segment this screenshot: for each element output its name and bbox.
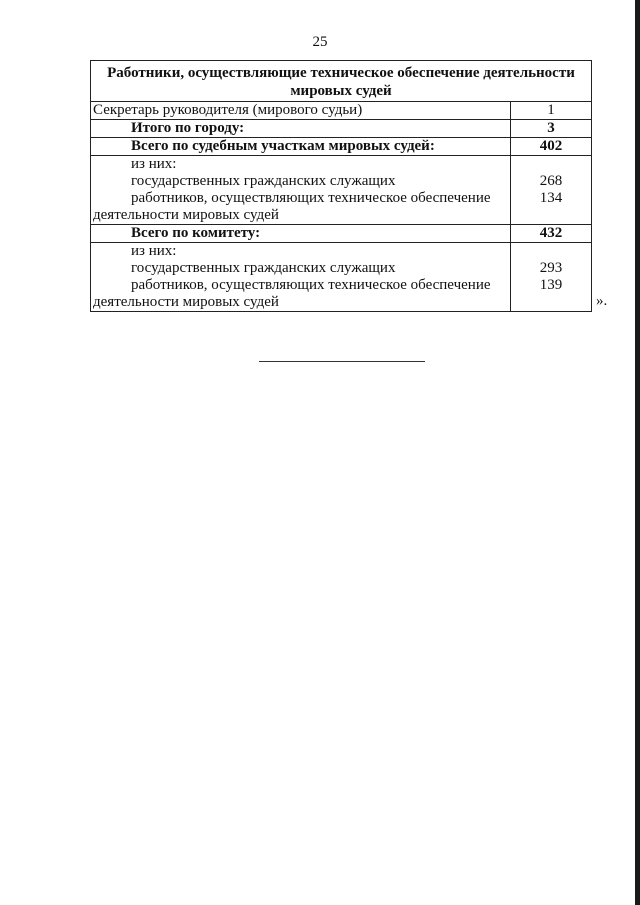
table-header-row — [91, 61, 592, 102]
city-total-label — [91, 120, 511, 138]
table-row — [91, 243, 592, 312]
page-number: 25 — [312, 34, 328, 50]
courts-tech-staff-value: 134 — [539, 190, 563, 206]
secretary-label: Секретарь руководителя (мирового судьи) — [91, 102, 511, 120]
table-row — [91, 225, 592, 243]
committee-total-text: Всего по комитету: — [131, 225, 261, 241]
table-row — [91, 102, 592, 120]
committee-total-value: 432 — [511, 225, 592, 243]
table-row — [91, 138, 592, 156]
city-total-text: Итого по городу: — [131, 120, 245, 136]
courts-total-text: Всего по судебным участкам мировых судей: — [131, 138, 435, 154]
committee-total-label — [91, 225, 511, 243]
committee-civil-servants-value: 293 — [539, 260, 563, 276]
committee-of-them: из них: — [131, 243, 177, 259]
courts-of-them: из них: — [131, 156, 177, 172]
separator-line — [259, 361, 425, 362]
courts-civil-servants-label: государственных гражданских служащих — [131, 173, 396, 189]
table-row — [91, 156, 592, 225]
scan-edge — [635, 0, 640, 905]
committee-breakdown-labels — [91, 243, 511, 312]
secretary-value: 1 — [511, 102, 592, 120]
closing-quote: ». — [596, 293, 608, 309]
courts-breakdown-labels — [91, 156, 511, 225]
table-header: Работники, осуществляющие техническое обеспечение деятельности мировых судей — [91, 61, 592, 102]
committee-tech-staff-label: работников, осуществляющих техническое обеспечение деятельности мировых судей — [93, 277, 491, 310]
courts-total-label — [91, 138, 511, 156]
table-row — [91, 120, 592, 138]
courts-tech-staff-label: работников, осуществляющих техническое обеспечение деятельности мировых судей — [93, 190, 491, 223]
staff-table — [90, 60, 592, 312]
committee-tech-staff-value: 139 — [539, 277, 563, 293]
courts-breakdown-values — [511, 156, 592, 225]
committee-breakdown-values — [511, 243, 592, 312]
courts-civil-servants-value: 268 — [539, 173, 563, 189]
courts-total-value: 402 — [511, 138, 592, 156]
committee-civil-servants-label: государственных гражданских служащих — [131, 260, 396, 276]
city-total-value: 3 — [511, 120, 592, 138]
